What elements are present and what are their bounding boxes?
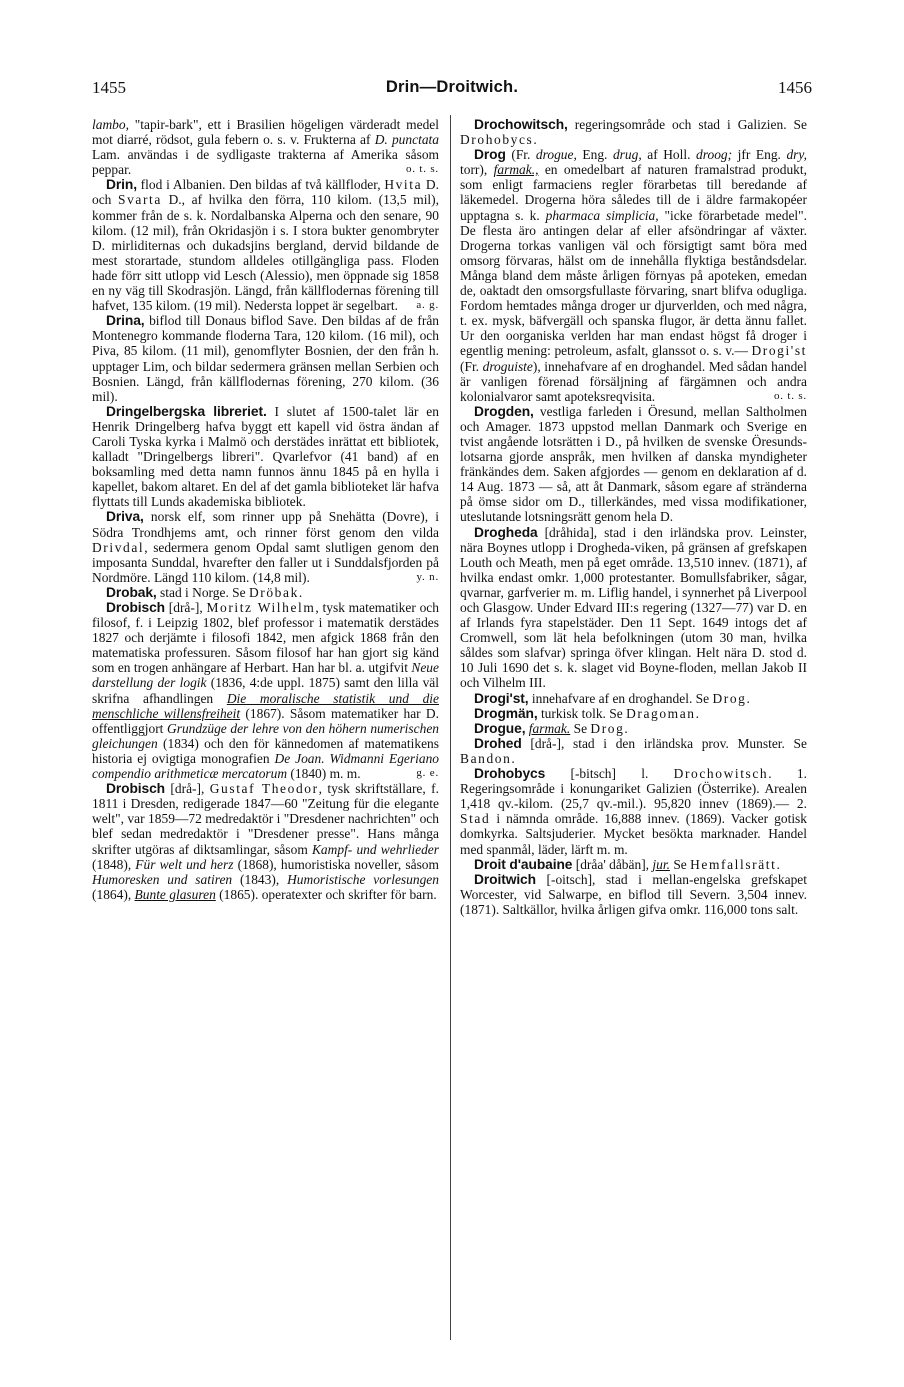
entry-drina: Drina, biflod till Donaus biflod Save. Den bildas af de från Montenegro kommande floderna Tara, 120 kilom. (16 mil), och Piva, 85 kilom. (11 mil), genomflyter Bosnien, der den från h. upptager Lim, och bildar sedermera gränsen mellan Serbien och Bosnien. Längd, från källflodernas förening, 270 kilom. (36 mil). [92, 313, 439, 404]
headword: Dringelbergska libreriet. [106, 403, 267, 419]
entry-drogist: Drogi'st, innehafvare af en droghandel. Se Drog. [474, 690, 750, 706]
page-number-left: 1455 [92, 78, 126, 97]
entry-drogue: Drogue, farmak. Se Drog. [474, 720, 628, 736]
headword: Drin, [106, 177, 137, 193]
left-column [92, 117, 439, 1367]
headword: Drobisch [106, 600, 165, 615]
entry-drobisch-gustaf: Drobisch [drå-], Gustaf Theodor, tysk skriftställare, f. 1811 i Dresden, redigerade 1847—60 "Zeitung für die elegante welt", var 1859—72 medredaktör i "Dresdener nachrichten" och blef sedan medredaktör i "Dresdener presse". Hans många skrifter utgöras af diktsamlingar, såsom Kampf- und wehrlieder (1848), Für welt und herz (1868), humoristiska noveller, såsom Humoresken und satiren (1843), Humoristische vorlesungen (1864), Bunte glasuren (1865). operatexter och skrifter för barn. [92, 781, 439, 902]
headword: Drogi'st, [474, 690, 529, 706]
entry-drohed: Drohed [drå-], stad i den irländska prov. Munster. Se Bandon. [460, 735, 807, 766]
headword: Drogheda [474, 524, 538, 540]
page-header [92, 78, 812, 102]
running-title: Drin—Droitwich. [385, 78, 519, 96]
entry-drogman: Drogmän, turkisk tolk. Se Dragoman. [474, 705, 699, 721]
entry-droit-daubaine: Droit d'aubaine [dråa' dåbän], jur. Se Hemfallsrätt. [474, 856, 780, 872]
page-number-right: 1456 [778, 78, 812, 97]
entry-dringelbergska-libreriet: Dringelbergska libreriet. I slutet af 1500-talet lär en Henrik Dringelberg hafva byggt ett kapell vid östra ändan af Caroli Tyska kyrka i Malmö och derstädes inrättat ett bibliotek, kalladt "Dringelbergs libreri". Qvarlefvor (41 band) af en boksamling med detta namn funnos ännu 1845 på en hylla i kapellet, bakom altaret. En del af det gamla biblioteket lär hafva flyttats till Lunds akademiska bibliotek. [92, 403, 439, 510]
column-divider [450, 115, 451, 1340]
right-column [460, 117, 807, 1367]
entry-drog: Drog (Fr. drogue, Eng. drug, af Holl. droog; jfr Eng. dry, torr), farmak., en omedelbart af naturen framalstrad produkt, som enligt farmaciens regler förarbetas till beredande af läkemedel. Drogerna höra således till de i äldre farmakopéer upptagna s. k. pharmaca simplicia, "icke förarbetade medel". De flesta äro antingen delar af eller afsöndringar af växter. Drogerna torkas vanligen väl och försigtigt samt böra med omsorg förvaras, hälst om de innehålla flyktiga beståndsdelar. Många bland dem måste årligen förnyas på apoteken, emedan de, oaktadt den omsorgsfullaste förvaring, snart blifva odugliga. Fordom hemtades många droger ur djurverlden, och med några, t. ex. mysk, bäfvergäll och spanska flugor, är detta ännu fallet. Ur den oorganiska verlden har man endast högst få droger i egentlig mening: petroleum, asfalt, glanssot o. s. v.— Drogi'st (Fr. droguiste), innehafvare af en droghandel. Med sådan handel är vanligen förenad försäljning af färgämnen och andra kolonialvaror samt apoteksreqvisita. o. t. s. [460, 147, 807, 404]
entry-drin: Drin, flod i Albanien. Den bildas af två källfloder, Hvita D. och Svarta D., af hvilka den förra, 110 kilom. (13,5 mil), kommer från de s. k. Nordalbanska Alperna och den senare, 90 kilom. (12 mil), från Okridasjön i s. I stora bukter genombryter D. mirliditernas och dukadsjins bergland, dervid bildande de mest storartade, stundom alldeles otillgängliga pass. Floden hade förr sitt utlopp vid Lesch (Alessio), men öppnade sig 1858 en ny väg till Skodrasjön. Längd, från källflodernas förening till hafvet, 135 kilom. (19 mil). Nedersta loppet är segelbart. a. g. [92, 177, 439, 314]
entry-signature: g. e. [416, 767, 439, 780]
headword: Droit d'aubaine [474, 856, 573, 872]
headword: Drina, [106, 313, 145, 329]
entry-drohobycs: Drohobycs [-bitsch] l. Drochowitsch. 1. Regeringsområde i konungariket Galizien (Österrike). Arealen 1,418 qv.-kilom. (25,7 qv.-mil.). 95,820 innev (1869).— 2. Stad i nämnda område. 16,888 innev. (1869). Vacker gotisk domkyrka. Saltsjuderier. Mycket besökta marknader. Handel med spanmål, läder, lärft m. m. [460, 766, 807, 857]
entry-drogheda: Drogheda [dråhida], stad i den irländska prov. Leinster, nära Boynes utlopp i Drogheda-viken, på gränsen af grefskapen Louth och Meath, men på eget område. 13,510 innev. (1871), af hvilka endast omkr. 1,000 protestanter. Bomullsfabriker, sågar, qvarnar, garfverier m. m. Liflig handel, i synnerhet på Liverpool och Glasgow. Under Edvard III:s regering (1327—77) var D. en af Irlands fyra stapelstäder. Den 11 Sept. 1649 intogs det af Cromwell, som lät hela befolkningen (utom 30 man, hvilka såldes som slafvar) springa öfver klingan. Helt nära D. stod d. 10 Juli 1690 det s. k. slaget vid Boyne-floden, mellan Jakob II och Vilhelm III. [460, 524, 807, 691]
entry-drobisch-moritz: Drobisch [drå-], Moritz Wilhelm, tysk matematiker och filosof, f. i Leipzig 1802, blef professor i matematik derstädes 1827 och derjämte i filosofi 1842, men afgick 1868 från den matematiska professuren. Såsom filosof har han gjort sig känd som en trogen anhängare af Herbart. Han har bl. a. utgifvit Neue darstellung der logik (1836, 4:de uppl. 1875) samt den lilla väl skrifna afhandlingen Die moralische statistik und die menschliche willensfreiheit (1867). Såsom matematiker har D. offentliggjort Grundzüge der lehre von den höhern numerischen gleichungen (1834) och den för kännedomen af matematikens historia ej ovigtiga monografien De Joan. Widmanni Egeriano compendio arithmeticæ mercatorum (1840) m. m. g. e. [92, 600, 439, 782]
entry-signature: o. t. s. [406, 163, 439, 176]
entry-signature: o. t. s. [774, 389, 807, 402]
entry-lambo: lambo, "tapir-bark", ett i Brasilien högeligen värderadt medel mot diarré, rödsot, gula febern o. s. v. Frukterna af D. punctata Lam. användas i de sydligaste trakterna af Amerika såsom peppar. o. t. s. [92, 117, 439, 178]
entry-droitwich: Droitwich [-oitsch], stad i mellan-engelska grefskapet Worcester, vid Salwarpe, en biflod till Severn. 3,504 innev. (1871). Saltkällor, hvilka årligen gifva omkr. 116,000 tons salt. [460, 871, 807, 917]
entry-driva: Driva, norsk elf, som rinner upp på Snehätta (Dovre), i Södra Trondhjems amt, och rinner först genom den vilda Drivdal, sedermera genom Opdal samt slutligen genom den imposanta Sunddal, hvarefter den faller ut i Sunddalsfjorden på Nordmöre. Längd 110 kilom. (14,8 mil). y. n. [92, 509, 439, 585]
entry-drogden: Drogden, vestliga farleden i Öresund, mellan Saltholmen och Amager. 1873 uppstod mellan Danmark och Sverige en tvist angående lotsrätten i D., på hvilken de svenske Öresunds-lotsarna gjorde anspråk, men hvilken af danska myndigheter fränkändes dem. Saken afgjordes — genom en deklaration af d. 14 Aug. 1873 — så, att åt Danmark, såsom egare af stränderna på ömse sidor om D., tillerkändes, med vissa modifikationer, uteslutande lotsningsrätt genom hela D. [460, 403, 807, 525]
headword: Droitwich [474, 871, 536, 887]
headword: Drobak, [106, 584, 157, 600]
entry-signature: a. g. [416, 299, 439, 312]
headword: Drobisch [106, 781, 165, 797]
headword: Drohed [474, 735, 522, 751]
headword: Drogue, [474, 720, 526, 736]
headword: Drochowitsch, [474, 117, 568, 132]
headword: Driva, [106, 509, 144, 525]
headword: Drogden, [474, 403, 534, 419]
entry-drobak: Drobak, stad i Norge. Se Dröbak. [106, 584, 303, 600]
entry-drochowitsch: Drochowitsch, regeringsområde och stad i Galizien. Se Drohobycs. [460, 117, 807, 148]
headword: Drog [474, 147, 506, 163]
entry-signature: y. n. [416, 570, 439, 583]
headword: Drohobycs [474, 766, 546, 782]
headword: Drogmän, [474, 705, 538, 721]
